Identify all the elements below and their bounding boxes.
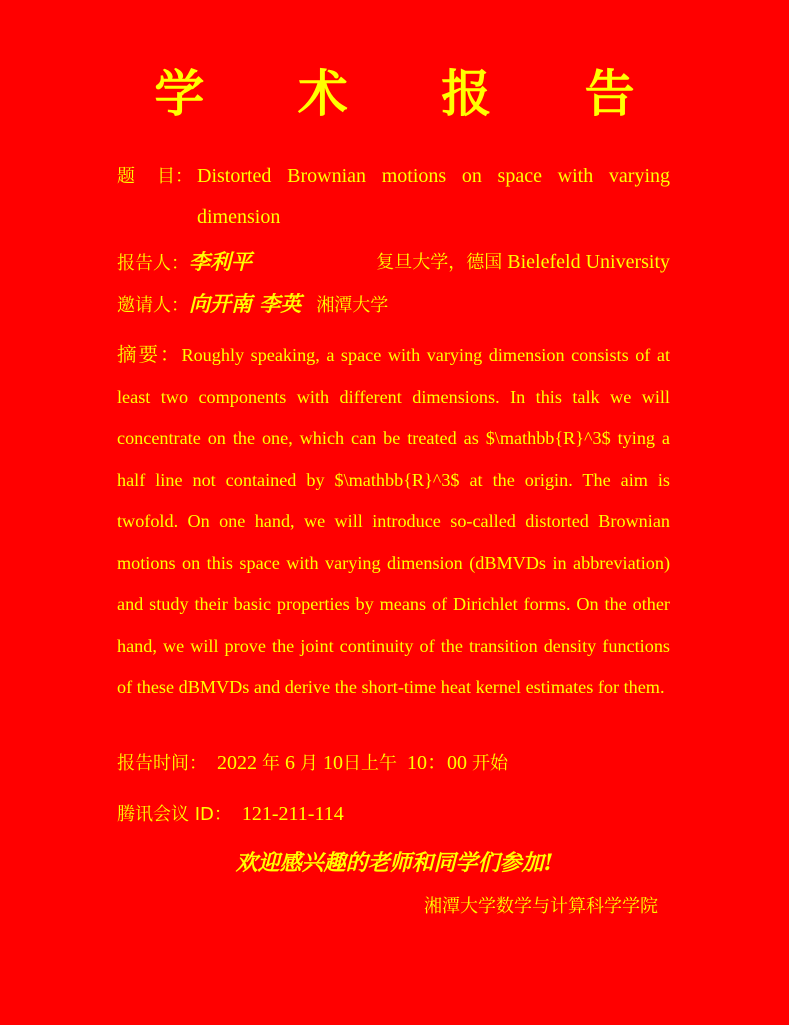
- abstract-label: 摘要：: [117, 343, 182, 366]
- time-year-unit: 年: [262, 753, 280, 774]
- meeting-label: 腾讯会议 ID：: [117, 804, 232, 825]
- welcome-message: 欢迎感兴趣的老师和同学们参加!: [235, 850, 554, 876]
- topic-text: Distorted Brownian motions on space with varying dimension: [197, 165, 670, 228]
- poster-title: 学 术 报 告: [154, 64, 673, 123]
- reporter-label: 报告人：: [117, 253, 189, 274]
- time-hour: 10：00: [407, 752, 467, 774]
- time-month: 6: [285, 752, 295, 774]
- topic-label-a: 题: [117, 166, 135, 187]
- time-day: 10: [323, 752, 343, 774]
- inviter-affiliation: 湘潭大学: [316, 295, 389, 316]
- abstract-text: Roughly speaking, a space with varying dimension consists of at least two components with different dimensions. In this talk we will concentrate on the one, which can be treated as $\mathbb{R}^3$ tying a half line not contained by $\mathbb{R}^3$ at the origin. The aim is twofold. On one hand, we will introduce so-called distorted Brownian motions on this space with varying dimension (dBMVDs in abbreviation) and study their basic properties by means of Dirichlet forms. On the other hand, we will prove the joint continuity of the transition density functions of these dBMVDs and derive the short-time heat kernel estimates for them.: [117, 345, 670, 697]
- time-day-unit: 日上午: [343, 753, 397, 774]
- inviter-label: 邀请人：: [117, 295, 189, 316]
- reporter-affiliation: [376, 249, 670, 276]
- time-label: 报告时间：: [117, 753, 207, 774]
- abstract-paragraph: [117, 334, 670, 709]
- time-month-unit: 月: [300, 753, 318, 774]
- time-year: 2022: [217, 752, 257, 774]
- reporter-affiliation-en: Bielefeld University: [507, 251, 670, 273]
- topic-label-b: 目：: [157, 166, 193, 187]
- organizer: 湘潭大学数学与计算科学学院: [424, 896, 658, 917]
- inviter-names: 向开南 李英: [189, 291, 302, 316]
- time-start: 开始: [472, 753, 508, 774]
- time-row: [117, 750, 670, 777]
- meeting-id: 121-211-114: [241, 803, 344, 825]
- reporter-row: [117, 249, 670, 277]
- topic-row: [117, 156, 670, 238]
- reporter-name: 李利平: [189, 249, 252, 274]
- reporter-affiliation-cn: 复旦大学，德国: [376, 252, 503, 273]
- inviter-row: [117, 291, 670, 319]
- topic-label: [117, 156, 197, 197]
- meeting-row: [117, 801, 670, 828]
